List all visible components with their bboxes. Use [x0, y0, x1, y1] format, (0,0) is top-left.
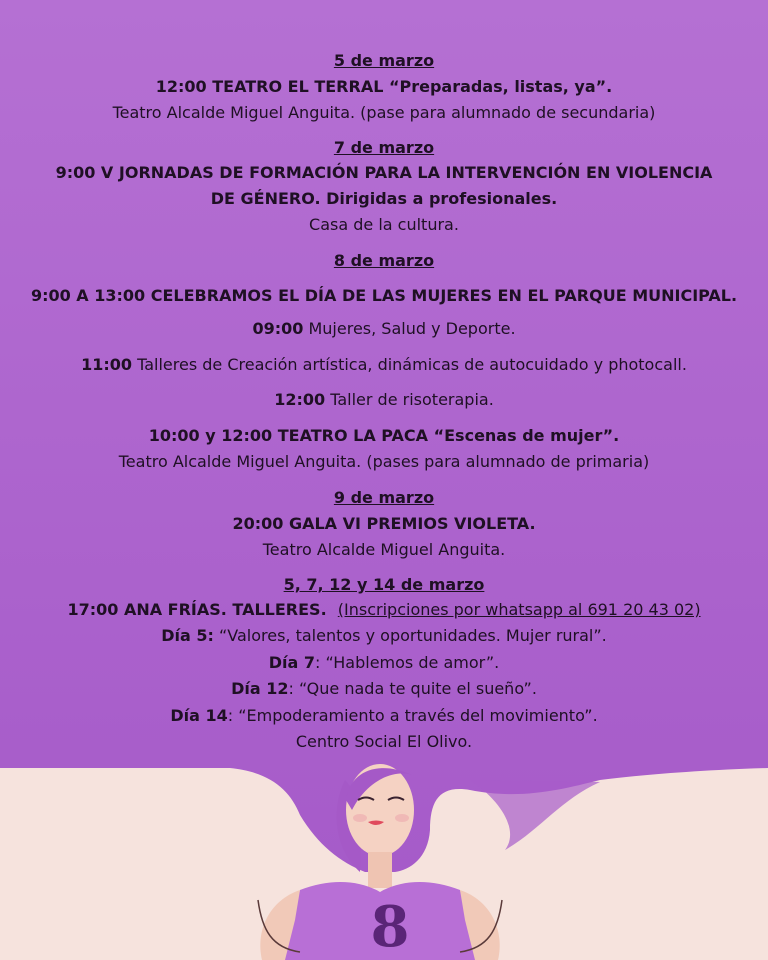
workshop-day-text: : “Empoderamiento a través del movimiento”.	[227, 706, 598, 725]
event-date: 5 de marzo	[333, 51, 435, 70]
event-title: 9:00 V JORNADAS DE FORMACIÓN PARA LA INTERVENCIÓN EN VIOLENCIA	[55, 163, 713, 182]
event-title: 10:00 y 12:00 TEATRO LA PACA “Escenas de mujer”.	[148, 426, 620, 445]
event-title: 17:00 ANA FRÍAS. TALLERES.	[67, 600, 338, 619]
activity-item	[0, 387, 768, 413]
activity-item	[0, 352, 768, 378]
workshop-day	[0, 623, 768, 649]
workshop-day-text: : “Que nada te quite el sueño”.	[288, 679, 537, 698]
event-date: 5, 7, 12 y 14 de marzo	[283, 575, 485, 594]
activity-text: Talleres de Creación artística, dinámicas de autocuidado y photocall.	[132, 355, 687, 374]
workshop-day-label: Día 5:	[161, 626, 214, 645]
activity-time: 12:00	[274, 390, 326, 409]
workshop-day	[0, 703, 768, 729]
event-date: 7 de marzo	[333, 138, 435, 157]
activity-time: 11:00	[81, 355, 132, 374]
shirt-number: 8	[370, 894, 410, 960]
event-venue: Teatro Alcalde Miguel Anguita. (pases para alumnado de primaria)	[118, 452, 650, 471]
workshop-day-label: Día 12	[231, 679, 289, 698]
event-venue: Teatro Alcalde Miguel Anguita.	[262, 540, 506, 559]
activity-item	[0, 316, 768, 342]
event-title: DE GÉNERO. Dirigidas a profesionales.	[210, 189, 558, 208]
whatsapp-registration-link[interactable]: (Inscripciones por whatsapp al 691 20 43 02)	[337, 600, 701, 619]
left-cheek	[353, 814, 367, 822]
right-cheek	[395, 814, 409, 822]
event-title: 20:00 GALA VI PREMIOS VIOLETA.	[232, 514, 536, 533]
workshop-day-text: : “Hablemos de amor”.	[315, 653, 500, 672]
workshop-day	[0, 676, 768, 702]
event-title-row	[0, 597, 768, 623]
workshop-day	[0, 650, 768, 676]
event-venue: Teatro Alcalde Miguel Anguita. (pase para alumnado de secundaria)	[112, 103, 656, 122]
neck	[368, 852, 392, 888]
activity-text: Mujeres, Salud y Deporte.	[303, 319, 516, 338]
event-title: 9:00 A 13:00 CELEBRAMOS EL DÍA DE LAS MUJERES EN EL PARQUE MUNICIPAL.	[30, 286, 738, 305]
activity-text: Taller de risoterapia.	[325, 390, 494, 409]
event-venue: Centro Social El Olivo.	[295, 732, 473, 751]
event-date: 9 de marzo	[333, 488, 435, 507]
workshop-day-text: “Valores, talentos y oportunidades. Mujer rural”.	[213, 626, 607, 645]
event-date: 8 de marzo	[333, 251, 435, 270]
activity-time: 09:00	[252, 319, 304, 338]
event-title: 12:00 TEATRO EL TERRAL “Preparadas, listas, ya”.	[155, 77, 613, 96]
workshop-day-label: Día 7	[268, 653, 315, 672]
workshop-day-label: Día 14	[170, 706, 228, 725]
event-venue: Casa de la cultura.	[309, 215, 459, 234]
